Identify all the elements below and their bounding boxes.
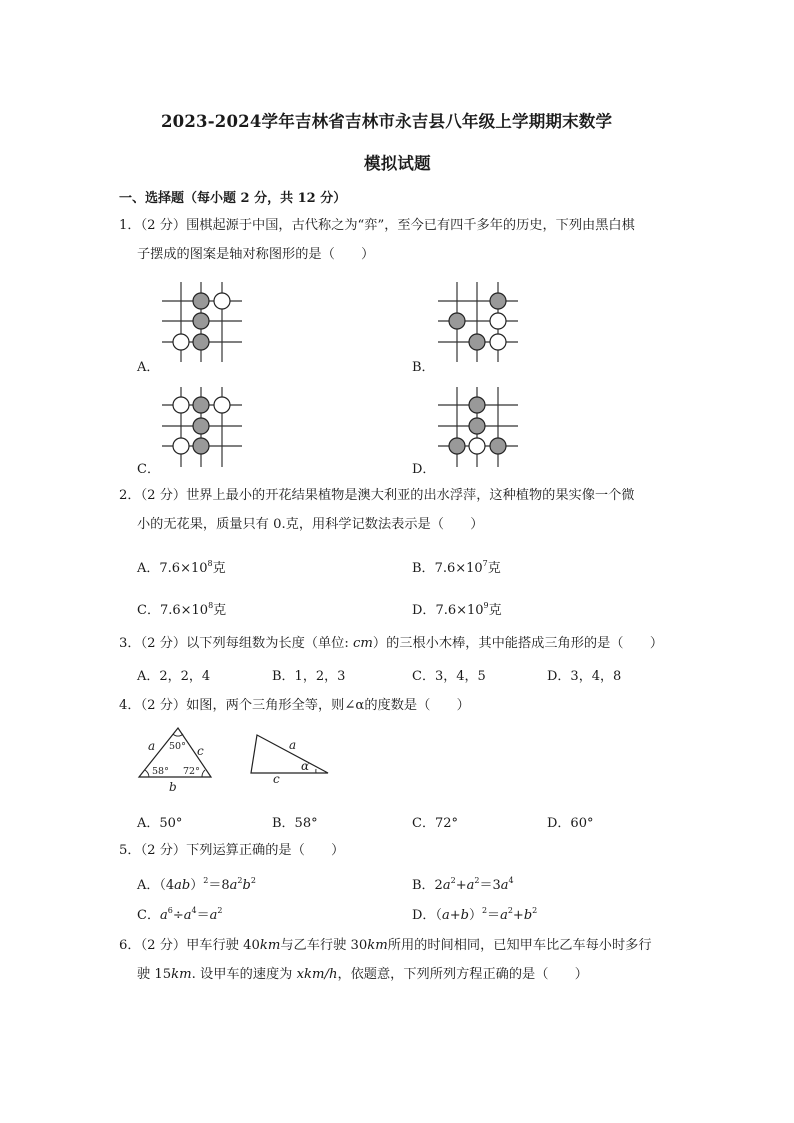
q2-option-b: B．$7.6\times 10^7$克 [412,559,501,576]
q1-option-c-label: C． [137,462,160,477]
q3-option-a: A．2，2，4 [137,669,211,684]
congruent-triangles-figure [135,725,335,795]
q1-option-d-label: D． [412,462,436,477]
q3-option-d: D．3，4，8 [547,669,622,684]
q5-text: 5．（2 分）下列运算正确的是（ ） [119,843,345,858]
q1-option-b-label: B． [412,360,435,375]
page-title-line2: 模拟试题 [364,154,431,173]
q4-option-a: A．50° [137,816,183,831]
q4-option-d: D．60° [547,816,594,831]
section-heading: 一、选择题（每小题 2 分，共 12 分） [119,191,347,206]
t1-angle-left: 58° [152,766,169,777]
t1-side-a: a [148,739,156,753]
q1-line2: 子摆成的图案是轴对称图形的是（ ） [137,247,375,262]
t1-angle-top: 50° [169,741,186,752]
q1-line1: 1．（2 分）围棋起源于中国，古代称之为“弈”，至今已有四千多年的历史，下列由黑白棋 [119,218,635,233]
t2-side-a: a [289,738,297,752]
q5-option-c: C．$a^6\div a^4=a^2$ [137,906,223,923]
q3-option-b: B．1，2，3 [272,669,346,684]
q2-line2: 小的无花果，质量只有 0.克，用科学记数法表示是（ ） [137,517,484,532]
q6-line1: 6．（2 分）甲车行驶 40km与乙车行驶 30km所用的时间相同，已知甲车比乙车每小时多行 [119,938,652,953]
go-pattern-c [160,385,244,469]
t2-angle-alpha: α [301,759,310,773]
go-pattern-a [160,280,244,364]
q2-option-d: D．$7.6\times 10^9$克 [412,601,502,618]
q4-option-c: C．72° [412,816,458,831]
q5-option-b: B．$2a^2+a^2=3a^4$ [412,876,514,893]
q3-text: 3．（2 分）以下列每组数为长度（单位: cm）的三根小木棒，其中能搭成三角形的是（ ） [119,636,664,651]
q4-option-b: B．58° [272,816,318,831]
t2-side-c: c [273,772,280,786]
q6-line2: 驶 15km. 设甲车的速度为 xkm/h，依题意，下列所列方程正确的是（ ） [137,967,588,982]
t1-side-b: b [169,780,177,794]
q3-option-c: C．3，4，5 [412,669,486,684]
q2-option-c: C．$7.6\times 10^8$克 [137,601,227,618]
go-pattern-d [436,385,520,469]
q2-option-a: A．$7.6\times 10^8$克 [137,559,226,576]
t1-side-c: c [197,744,204,758]
page-title: 2023-2024学年吉林省吉林市永吉县八年级上学期期末数学 [161,112,613,131]
q1-option-a-label: A． [137,360,160,375]
q5-option-d: D．$(a+b)^2=a^2+b^2$ [412,906,538,923]
q2-line1: 2．（2 分）世界上最小的开花结果植物是澳大利亚的出水浮萍，这种植物的果实像一个微 [119,488,635,503]
q5-option-a: A．$(4ab)^2=8a^2b^2$ [137,876,256,893]
go-pattern-b [436,280,520,364]
q4-text: 4．（2 分）如图，两个三角形全等，则∠α的度数是（ ） [119,698,470,713]
t1-angle-right: 72° [183,766,200,777]
